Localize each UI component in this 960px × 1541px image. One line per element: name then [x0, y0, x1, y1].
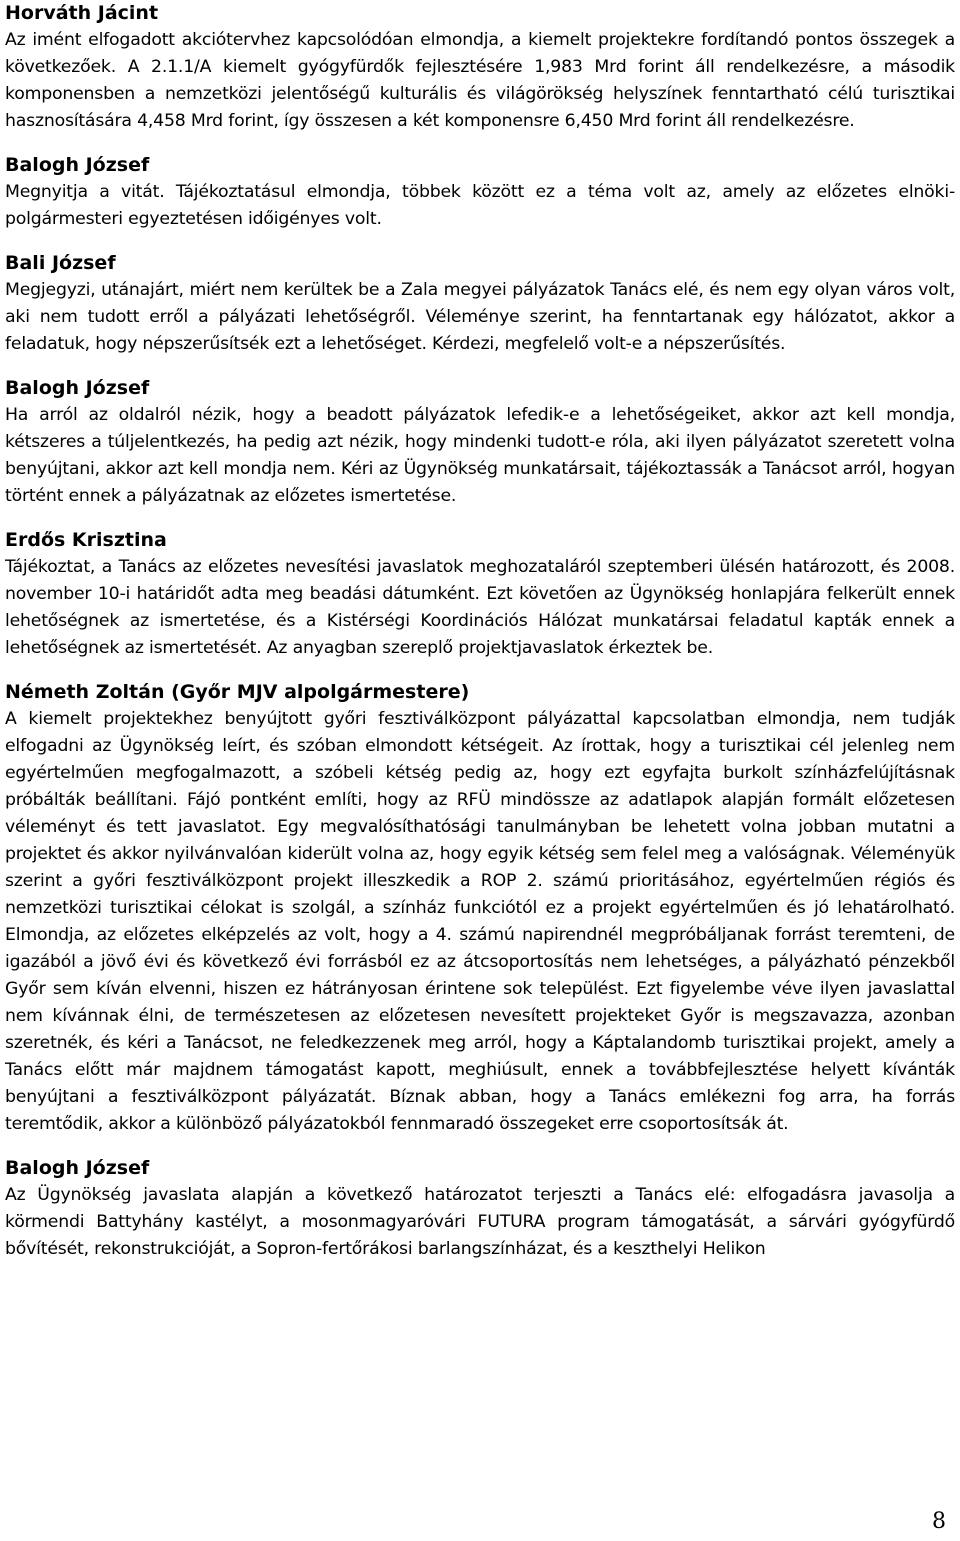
- document-page: [5, 0, 955, 1280]
- speech-block-bali: [5, 250, 955, 358]
- speech-text: Ha arról az oldalról nézik, hogy a beadott pályázatok lefedik-e a lehetőségeiket, akkor azt kell mondja, kétszeres a túljelentkezés, ha pedig azt nézik, hogy mindenki tudott-e róla, aki ilyen pályázatot szeretett volna benyújtani, akkor azt kell mondja nem. Kéri az Ügynökség munkatársait, tájékoztassák a Tanácsot arról, hogyan történt ennek a pályázatnak az előzetes ismertetése.: [5, 405, 955, 506]
- speech-block-erdos: [5, 527, 955, 662]
- speaker-name: Horváth Jácint: [5, 2, 159, 24]
- speech-block-balogh-3: [5, 1155, 955, 1263]
- speaker-name: Németh Zoltán (Győr MJV alpolgármestere): [5, 681, 470, 703]
- speech-block-balogh-1: [5, 152, 955, 233]
- speech-text: Megjegyzi, utánajárt, miért nem kerültek be a Zala megyei pályázatok Tanács elé, és nem egy olyan város volt, aki nem tudott erről a pályázati lehetőségről. Véleménye szerint, ha fenntartanak egy hálózatot, akkor a feladatuk, hogy népszerűsítsék ezt a lehetőséget. Kérdezi, megfelelő volt-e a népszerűsítés.: [5, 280, 955, 354]
- speech-text: Az imént elfogadott akciótervhez kapcsolódóan elmondja, a kiemelt projektekre fordítandó pontos összegek a következőek. A 2.1.1/A kiemelt gyógyfürdők fejlesztésére 1,983 Mrd forint áll rendelkezésre, a második komponensben a nemzetközi jelentőségű kulturális és világörökség helyszínek fenntartható célú turisztikai hasznosítására 4,458 Mrd forint, így összesen a két komponensre 6,450 Mrd forint áll rendelkezésre.: [5, 30, 955, 131]
- speech-block-balogh-2: [5, 375, 955, 510]
- speech-text: Megnyitja a vitát. Tájékoztatásul elmondja, többek között ez a téma volt az, amely az előzetes elnöki-polgármesteri egyeztetésen időigényes volt.: [5, 182, 955, 229]
- speaker-name: Balogh József: [5, 377, 150, 399]
- speech-block-horvath: [5, 0, 955, 135]
- speaker-name: Bali József: [5, 252, 116, 274]
- speech-block-nemeth: [5, 679, 955, 1138]
- speaker-name: Balogh József: [5, 154, 150, 176]
- page-number: 8: [932, 1509, 946, 1534]
- speech-text: Az Ügynökség javaslata alapján a következő határozatot terjeszti a Tanács elé: elfogadásra javasolja a körmendi Battyhány kastélyt, a mosonmagyaróvári FUTURA program támogatását, a sárvári gyógyfürdő bővítését, rekonstrukcióját, a Sopron-fertőrákosi barlangszínházat, és a keszthelyi Helikon: [5, 1185, 955, 1259]
- speech-text: A kiemelt projektekhez benyújtott győri fesztiválközpont pályázattal kapcsolatban elmondja, nem tudják elfogadni az Ügynökség leírt, és szóban elmondott kétségeit. Az írottak, hogy a turisztikai cél jelenleg nem egyértelműen megfogalmazott, a szóbeli kétség pedig az, hogy ezt egyfajta burkolt színházfelújításnak próbálták beállítani. Fájó pontként említi, hogy az RFÜ mindössze az adatlapok alapján formált előzetesen véleményt és tett javaslatot. Egy megvalósíthatósági tanulmányban be lehetett volna jobban mutatni a projektet és akkor nyilvánvalóan kiderült volna az, hogy egyik kétség sem felel meg a valóságnak. Véleményük szerint a győri fesztiválközpont projekt illeszkedik a ROP 2. számú prioritásához, egyértelműen régiós és nemzetközi turisztikai célokat is szolgál, a színház funkciótól ez a projekt egyértelműen és jó lehatárolható. Elmondja, az előzetes elképzelés az volt, hogy a 4. számú napirendnél megpróbáljanak forrást teremteni, de igazából a jövő évi és következő évi forrásból ez az átcsoportosítás nem lehetséges, a pályázható pénzekből Győr sem kíván elvenni, hiszen ez hátrányosan érintene sok települést. Ezt figyelembe véve ilyen javaslattal nem kívánnak élni, de természetesen az előzetesen nevesített projekteket Győr is megszavazza, azonban szeretnék, és kéri a Tanácsot, ne feledkezzenek meg arról, hogy a Káptalandomb turisztikai projekt, amely a Tanács előtt már majdnem támogatást kapott, meghiúsult, ennek a továbbfejlesztése helyett kívánták benyújtani a fesztiválközpont pályázatát. Bíznak abban, hogy a Tanács emlékezni fog arra, ha forrás teremtődik, akkor a különböző pályázatokból fennmaradó összegeket erre csoportosítsák át.: [5, 709, 955, 1134]
- speaker-name: Balogh József: [5, 1157, 150, 1179]
- speaker-name: Erdős Krisztina: [5, 529, 167, 551]
- speech-text: Tájékoztat, a Tanács az előzetes nevesítési javaslatok meghozataláról szeptemberi ülésén határozott, és 2008. november 10-i határidőt adta meg beadási dátumként. Ezt követően az Ügynökség honlapjára felkerült ennek lehetőségnek az ismertetése, és a Kistérségi Koordinációs Hálózat munkatársai feladatul kapták ennek a lehetőségnek az ismertetését. Az anyagban szereplő projektjavaslatok érkeztek be.: [5, 557, 955, 658]
